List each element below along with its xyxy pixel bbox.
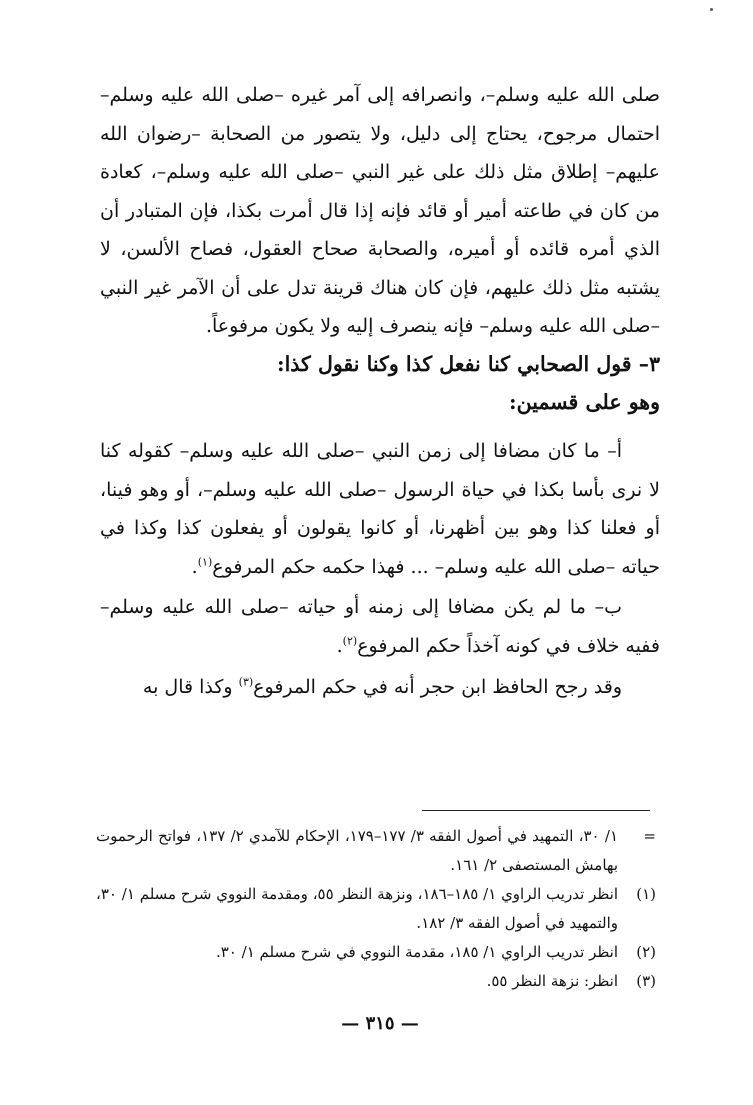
paragraph-c-end: وكذا قال به bbox=[142, 676, 239, 698]
paragraph-b-end: . bbox=[336, 634, 343, 657]
footnote-marker: (٣) bbox=[636, 972, 656, 990]
footnote-continuation bbox=[96, 822, 656, 880]
page-number: — ٣١٥ — bbox=[341, 1013, 419, 1034]
main-text-block bbox=[100, 76, 660, 346]
scan-speck bbox=[710, 8, 713, 11]
section-heading: ٣– قول الصحابي كنا نفعل كذا وكنا نقول كذا: bbox=[277, 352, 660, 376]
subsection-heading: وهو على قسمين: bbox=[509, 390, 660, 414]
footnote-2 bbox=[96, 938, 656, 967]
footnote-marker: (١) bbox=[636, 885, 656, 903]
paragraph-b-block bbox=[100, 588, 660, 665]
footnote-ref-3[interactable]: (٣) bbox=[238, 675, 254, 689]
footnote-text: انظر تدريب الراوي ١/ ١٨٥–١٨٦، ونزهة النظر ٥٥، ومقدمة النووي شرح مسلم ١/ ٣٠، والتمهيد في أصول الفقه ٣/ ١٨٢. bbox=[96, 885, 618, 932]
paragraph-b-text: ب– ما لم يكن مضافا إلى زمنه أو حياته –صلى الله عليه وسلم– ففيه خلاف في كونه آخذاً حكم المرفوع bbox=[100, 596, 660, 657]
footnote-3 bbox=[96, 967, 656, 996]
footnotes bbox=[96, 822, 656, 996]
footnote-ref-1[interactable]: (١) bbox=[197, 555, 213, 569]
footnote-text: ١/ ٣٠، التمهيد في أصول الفقه ٣/ ١٧٧–١٧٩، الإحكام للآمدي ٢/ ١٣٧، فواتح الرحموت بهامش المستصفى ٢/ ١٦١. bbox=[96, 827, 619, 874]
paragraph-a-text: أ– ما كان مضافا إلى زمن النبي –صلى الله عليه وسلم– كقوله كنا لا نرى بأسا بكذا في حياة الرسول –صلى الله عليه وسلم–، أو وهو فينا، أو فعلنا كذا وهو بين أظهرنا، أو كانوا يقولون أو يفعلون كذا وكذا في حياته –صلى الله عليه وسلم– ... فهذا حكمه حكم المرفوع bbox=[100, 440, 660, 578]
footnote-divider bbox=[422, 810, 650, 811]
footnote-marker: = bbox=[643, 827, 656, 845]
footnote-text: انظر تدريب الراوي ١/ ١٨٥، مقدمة النووي في شرح مسلم ١/ ٣٠. bbox=[215, 943, 618, 961]
body-paragraph-continuation: صلى الله عليه وسلم–، وانصرافه إلى آمر غيره –صلى الله عليه وسلم– احتمال مرجوح، يحتاج إلى دليل، ولا يتصور من الصحابة –رضوان الله عليهم– إطلاق مثل ذلك على غير النبي –صلى الله عليه وسلم–، كعادة من كان في طاعته أمير أو قائد فإنه إذا قال أمرت بكذا، فإن المتبادر أن الذي أمره قائده أو أميره، والصحابة صحاح العقول، فصاح الألسن، لا يشتبه مثل ذلك عليهم، فإن كان هناك قرينة تدل على أن الآمر غير النبي –صلى الله عليه وسلم– فإنه ينصرف إليه ولا يكون مرفوعاً. bbox=[100, 84, 661, 337]
footnote-1 bbox=[96, 880, 656, 938]
paragraph-a-end: . bbox=[191, 555, 198, 578]
paragraph-c-block bbox=[100, 668, 660, 707]
footnote-marker: (٢) bbox=[636, 943, 656, 961]
paragraph-c bbox=[100, 668, 660, 707]
footnote-ref-2[interactable]: (٢) bbox=[342, 634, 358, 648]
section-heading-block bbox=[100, 345, 660, 421]
paragraph-b bbox=[100, 588, 660, 665]
footnote-text: انظر: نزهة النظر ٥٥. bbox=[486, 972, 618, 990]
paragraph-c-text: وقد رجح الحافظ ابن حجر أنه في حكم المرفوع bbox=[253, 676, 622, 698]
paragraph-a bbox=[100, 432, 660, 586]
paragraph-a-block bbox=[100, 432, 660, 586]
